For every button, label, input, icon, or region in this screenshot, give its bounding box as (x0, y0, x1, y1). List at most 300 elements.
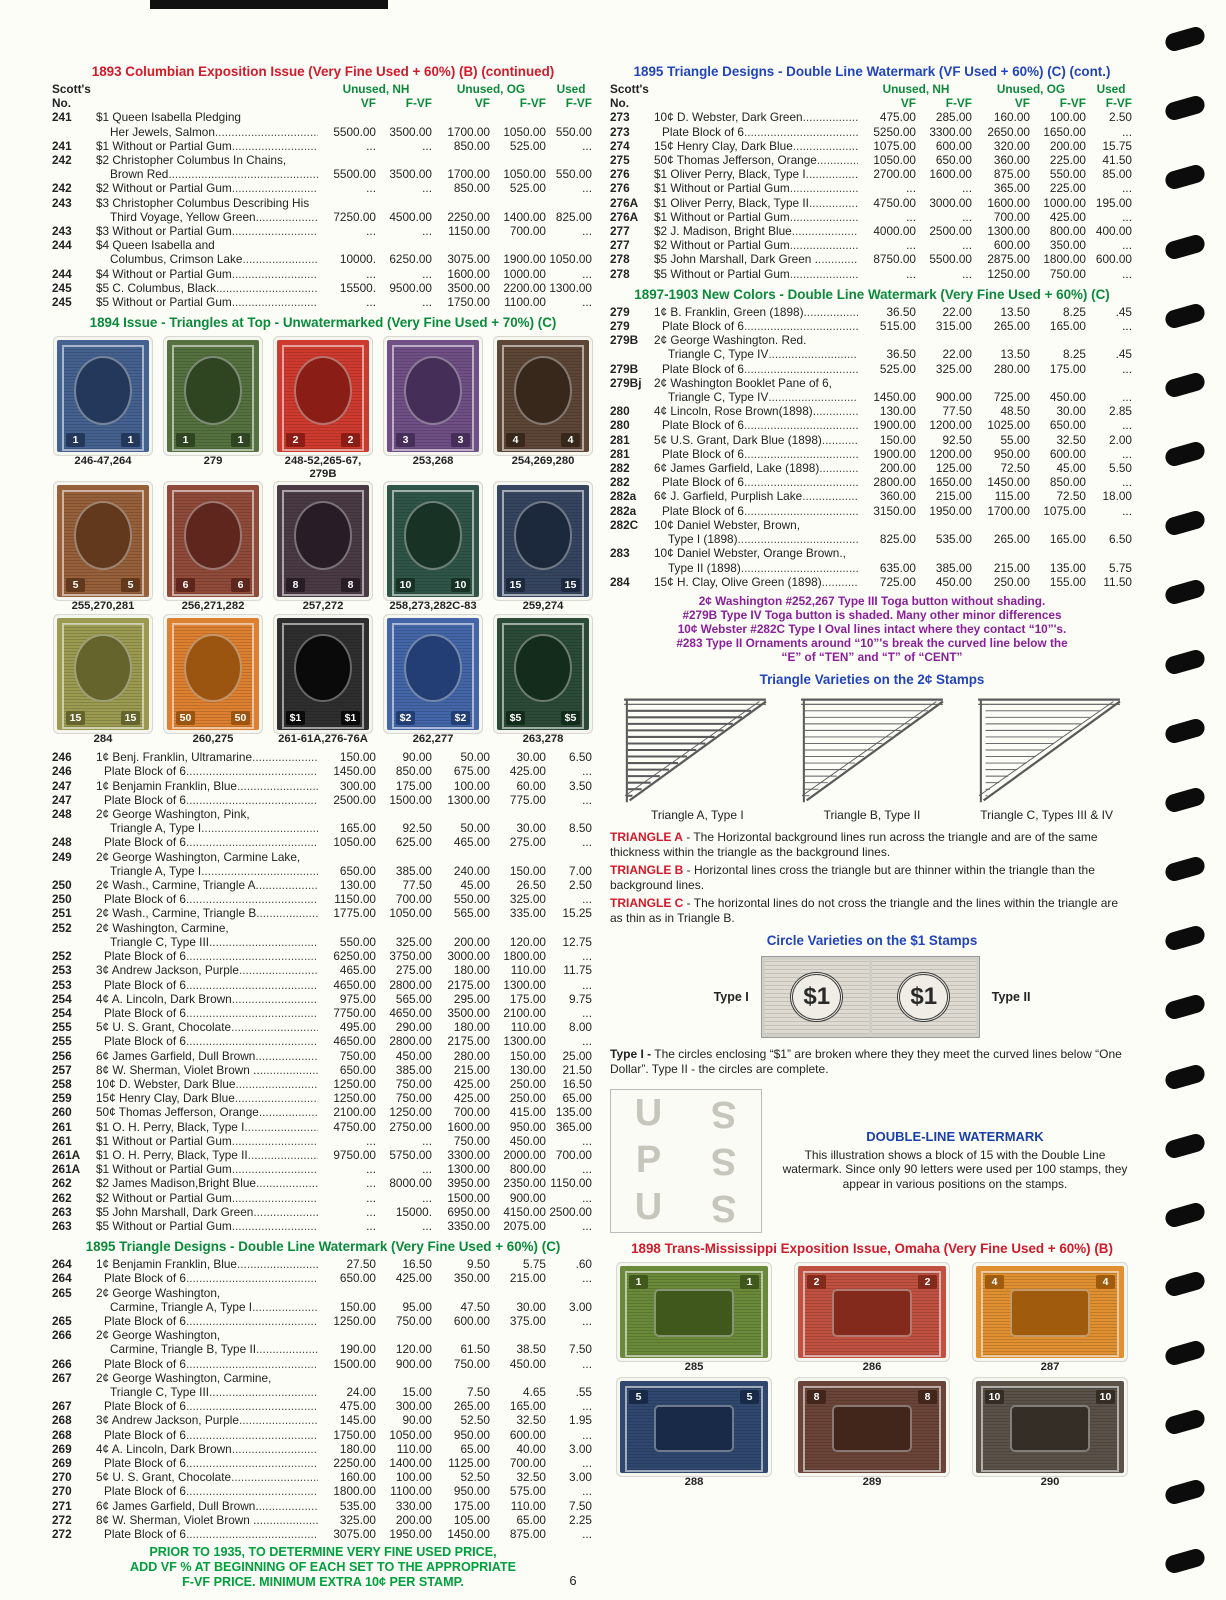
price-value: 1250.00 (333, 1091, 376, 1106)
dot-leader (232, 139, 318, 153)
price-value: 800.00 (1049, 224, 1086, 239)
price-row (52, 835, 594, 849)
price-value: ... (366, 1190, 376, 1205)
scott-number: 268 (52, 1427, 72, 1442)
price-value: 150.00 (509, 1048, 546, 1063)
denomination: 2 (341, 433, 360, 447)
price-value: 1100.00 (504, 295, 546, 310)
dot-leader (803, 110, 858, 124)
price-value: 2500.00 (549, 1204, 592, 1219)
table-header-sub (52, 96, 594, 110)
price-value: 1450.00 (987, 475, 1030, 490)
stamp-description: $5 Without or Partial Gum ..... (654, 267, 858, 281)
price-value: 7750.00 (333, 1005, 376, 1020)
price-value: 26.50 (516, 878, 546, 893)
spiral-ring (1163, 25, 1206, 53)
denomination: 5 (740, 1390, 759, 1404)
price-value: 5.75 (523, 1257, 546, 1272)
price-value: 36.50 (886, 304, 916, 319)
price-row (52, 1271, 594, 1285)
price-value: 425.00 (509, 764, 546, 779)
price-value: 700.00 (555, 1147, 592, 1162)
price-value: 650.00 (339, 1062, 376, 1077)
price-value: 16.50 (402, 1257, 432, 1272)
denomination: $1 (286, 711, 305, 725)
stamp-description: 2¢ George Washington, Pink, (96, 807, 250, 822)
stamp-description: Triangle C, Type III ..... (96, 1385, 318, 1399)
dot-leader (744, 362, 858, 376)
price-value: ... (1122, 390, 1132, 405)
price-value: 3750.00 (389, 949, 432, 964)
stamp-description: $2 James Madison,Bright Blue ..... (96, 1176, 318, 1190)
price-value: 535.00 (935, 532, 972, 547)
scott-number: 276 (610, 181, 630, 196)
price-row (52, 864, 594, 878)
dot-leader (260, 1513, 318, 1527)
spiral-ring (1163, 786, 1206, 814)
price-value: ... (582, 1034, 592, 1049)
scott-number: 242 (52, 153, 72, 168)
stamp-caption: 254,269,280 (511, 455, 575, 468)
dot-leader (235, 1077, 318, 1091)
fvf-label: F-VF (519, 96, 546, 111)
price-value: ... (582, 138, 592, 153)
stamp-image (167, 340, 259, 452)
price-value: 1250.00 (333, 1313, 376, 1328)
stamp-description: 5¢ U.S. Grant, Dark Blue (1898) ..... (654, 433, 858, 447)
dot-leader (792, 224, 858, 238)
dot-leader (239, 963, 318, 977)
price-value: ... (582, 764, 592, 779)
right-column (610, 58, 1134, 1590)
price-row (610, 139, 1134, 153)
price-value: 1750.00 (447, 295, 490, 310)
stamp-description: Plate Block of 6 ..... (654, 504, 858, 518)
dot-leader (186, 835, 318, 849)
dot-leader (259, 1105, 318, 1119)
stamp-frame (172, 623, 254, 729)
price-value: ... (1122, 209, 1132, 224)
price-value: 165.00 (1049, 319, 1086, 334)
price-value: 1700.00 (447, 124, 490, 139)
stamp-frame (62, 623, 144, 729)
stamp-description: Plate Block of 6 ..... (654, 475, 858, 489)
price-value: 1600.00 (929, 167, 972, 182)
price-value: ... (582, 1399, 592, 1414)
stamp-description: $3 Christopher Columbus Describing His (96, 195, 310, 210)
price-value: ... (366, 1133, 376, 1148)
scott-number: 284 (610, 574, 630, 589)
price-value: 600.00 (453, 1313, 490, 1328)
price-value: 1900.00 (873, 418, 916, 433)
price-value: ... (962, 266, 972, 281)
price-value: 8.50 (569, 821, 592, 836)
price-value: 2800.00 (389, 977, 432, 992)
price-row (610, 504, 1134, 518)
stamp-description: 5¢ U. S. Grant, Chocolate ..... (96, 1470, 318, 1484)
spiral-ring (1163, 1339, 1206, 1367)
price-value: 825.00 (879, 532, 916, 547)
price-value: 280.00 (993, 361, 1030, 376)
denomination: 4 (506, 433, 525, 447)
spiral-ring (1163, 1062, 1206, 1090)
dot-leader (232, 181, 318, 195)
price-row (610, 475, 1134, 489)
price-value: ... (422, 181, 432, 196)
stamp-description: Plate Block of 6 ..... (96, 1034, 318, 1048)
stamp-description: $1 Queen Isabella Pledging (96, 110, 241, 125)
price-value: 325.00 (395, 934, 432, 949)
stamp-grid-1894 (52, 340, 594, 745)
fvf-label: F-VF (945, 96, 972, 111)
scott-number: 250 (52, 878, 72, 893)
price-value: 2.50 (1109, 110, 1132, 125)
stamp-caption: 290 (1040, 1476, 1060, 1489)
scott-number: 249 (52, 849, 72, 864)
price-value: 495.00 (339, 1020, 376, 1035)
dot-leader (242, 252, 318, 266)
price-value: 2100.00 (333, 1105, 376, 1120)
scott-number: 279B (610, 361, 639, 376)
scott-number: 270 (52, 1470, 72, 1485)
stamp-item (492, 618, 594, 746)
price-value: 200.00 (879, 461, 916, 476)
price-row (610, 305, 1134, 319)
price-value: 2175.00 (447, 977, 490, 992)
denomination: 15 (506, 578, 525, 592)
stamp-description: $1 O. H. Perry, Black, Type I ..... (96, 1120, 318, 1134)
price-value: 150.00 (339, 750, 376, 765)
price-value: 2100.00 (503, 1005, 546, 1020)
price-row (52, 1300, 594, 1314)
price-value: 365.00 (993, 181, 1030, 196)
stamp-description: $1 Oliver Perry, Black, Type I ..... (654, 167, 858, 181)
price-value: 9750.00 (333, 1147, 376, 1162)
price-value: 3350.00 (447, 1218, 490, 1233)
price-value: 800.00 (509, 1162, 546, 1177)
scott-number: 262 (52, 1176, 72, 1191)
stamp-description: 15¢ H. Clay, Olive Green (1898) ..... (654, 575, 858, 589)
price-value: ... (366, 1176, 376, 1191)
stamp-frame (282, 623, 364, 729)
price-row (52, 906, 594, 920)
price-row (52, 1176, 594, 1190)
price-row (52, 125, 594, 139)
price-value: 1200.00 (929, 418, 972, 433)
price-value: 8.00 (569, 1020, 592, 1035)
price-value: 72.50 (1000, 461, 1030, 476)
stamp-description: 2¢ George Washington, Carmine, (96, 1370, 272, 1385)
price-value: 550.00 (555, 167, 592, 182)
dot-leader (744, 319, 858, 333)
stamp-description: 6¢ James Garfield, Dull Brown. ..... (96, 1499, 318, 1513)
stamp-item (788, 1381, 956, 1489)
stamp-description: Type I (1898) ..... (654, 532, 858, 546)
denomination: 15 (121, 711, 140, 725)
price-value: 1050.00 (549, 252, 592, 267)
price-row (52, 779, 594, 793)
price-value: 8.25 (1063, 347, 1086, 362)
scott-number: 268 (52, 1413, 72, 1428)
stamp-item (162, 340, 264, 480)
dollar-stamp-detail-image (761, 956, 980, 1038)
dot-leader (816, 404, 858, 418)
price-value: 145.00 (339, 1413, 376, 1428)
price-row (52, 196, 594, 210)
stamp-item (788, 1266, 956, 1374)
price-value: .55 (575, 1384, 592, 1399)
price-row (610, 125, 1134, 139)
stamp-caption: 287 (1040, 1360, 1060, 1373)
price-row (52, 1257, 594, 1271)
price-value: 515.00 (879, 319, 916, 334)
type1-panel: $1 (765, 960, 869, 1034)
price-value: 240.00 (453, 863, 490, 878)
stamp-item (272, 618, 374, 746)
scott-number: 270 (52, 1484, 72, 1499)
price-value: 450.00 (395, 1048, 432, 1063)
price-value: 3.00 (569, 1470, 592, 1485)
price-value: 105.00 (453, 1512, 490, 1527)
scott-number: 282 (610, 475, 630, 490)
watermark-letter: U (634, 1091, 663, 1134)
price-value: ... (422, 295, 432, 310)
price-value: 1025.00 (987, 418, 1030, 433)
price-value: 180.00 (453, 963, 490, 978)
price-value: 200.00 (1049, 138, 1086, 153)
stamp-description: $2 Without or Partial Gum ..... (96, 181, 318, 195)
price-value: 750.00 (1049, 266, 1086, 281)
price-value: 1950.00 (389, 1527, 432, 1542)
stamp-vignette (404, 634, 462, 702)
price-value: 72.50 (1056, 489, 1086, 504)
price-value: 77.50 (402, 878, 432, 893)
stamp-description: $2 Without or Partial Gum ..... (654, 238, 858, 252)
price-value: 1650.00 (1043, 124, 1086, 139)
price-row (610, 167, 1134, 181)
denomination: 3 (396, 433, 415, 447)
dot-leader (186, 949, 318, 963)
circle-varieties-figure (610, 956, 1134, 1038)
price-value: 700.00 (509, 224, 546, 239)
price-value: 2500.00 (929, 224, 972, 239)
price-value: 1775.00 (333, 906, 376, 921)
stamp-image (277, 340, 369, 452)
price-row (52, 1484, 594, 1498)
price-value: ... (906, 209, 916, 224)
price-value: 2175.00 (447, 1034, 490, 1049)
price-value: ... (1122, 475, 1132, 490)
scott-number: 264 (52, 1271, 72, 1286)
price-row (610, 418, 1134, 432)
price-value: 120.00 (395, 1342, 432, 1357)
price-value: ... (366, 295, 376, 310)
stamp-caption: 255,270,281 (71, 600, 135, 613)
price-value: 15.00 (402, 1384, 432, 1399)
stamp-frame (282, 490, 364, 596)
scott-number: 256 (52, 1048, 72, 1063)
price-value: 30.00 (1056, 404, 1086, 419)
scott-number: 254 (52, 991, 72, 1006)
scott-number: 277 (610, 238, 630, 253)
price-value: 475.00 (339, 1399, 376, 1414)
dot-leader (802, 489, 858, 503)
spiral-ring (1163, 1408, 1206, 1436)
price-value: 8000.00 (389, 1176, 432, 1191)
scott-number: 267 (52, 1370, 72, 1385)
dot-leader (186, 1034, 318, 1048)
spiral-ring (1163, 1270, 1206, 1298)
price-value: ... (422, 266, 432, 281)
dot-leader (186, 978, 318, 992)
price-value: 1100.00 (390, 1484, 432, 1499)
stamp-caption: 260,275 (192, 732, 234, 745)
price-value: 110.00 (510, 1020, 546, 1035)
price-row (610, 362, 1134, 376)
price-value: 52.50 (460, 1413, 490, 1428)
price-row (52, 1527, 594, 1541)
triangle-figures (610, 694, 1134, 806)
stamp-description: Plate Block of 6 ..... (96, 978, 318, 992)
price-value: 175.00 (395, 778, 432, 793)
stamp-description: Plate Block of 6 ..... (96, 1484, 318, 1498)
stamp-item (162, 485, 264, 613)
price-value: 1600.00 (987, 195, 1030, 210)
denomination: 2 (918, 1275, 937, 1289)
stamp-frame (282, 345, 364, 451)
stamp-description: 2¢ George Washington, Carmine Lake, (96, 849, 301, 864)
price-row (52, 764, 594, 778)
price-value: 725.00 (879, 574, 916, 589)
price-value: 6250.00 (389, 252, 432, 267)
price-value: ... (962, 181, 972, 196)
price-value: 465.00 (453, 835, 490, 850)
price-value: 41.50 (1102, 153, 1132, 168)
price-value: 850.00 (453, 138, 490, 153)
price-value: 1000.00 (1043, 195, 1086, 210)
price-value: 3075.00 (447, 252, 490, 267)
scott-number: 265 (52, 1313, 72, 1328)
dot-leader (248, 1148, 318, 1162)
scott-number: 244 (52, 266, 72, 281)
triangle-a-note: TRIANGLE A - The Horizontal background lines run across the triangle and are of the same thickness within the triangle as the background lines. (610, 829, 1098, 859)
price-value: 12.75 (562, 934, 592, 949)
price-value: 4650.00 (333, 1034, 376, 1049)
price-value: 1750.00 (333, 1427, 376, 1442)
price-value: 120.00 (509, 934, 546, 949)
dot-leader (790, 210, 858, 224)
price-value: 365.00 (555, 1119, 592, 1134)
price-value: 1.95 (569, 1413, 592, 1428)
text-line: F-VF PRICE. MINIMUM EXTRA 10¢ PER STAMP. (182, 1575, 464, 1590)
price-value: 7.50 (467, 1384, 490, 1399)
price-row (52, 963, 594, 977)
price-value: ... (582, 835, 592, 850)
price-row (52, 210, 594, 224)
scott-number: 246 (52, 764, 72, 779)
stamp-description: 3¢ Andrew Jackson, Purple ..... (96, 963, 318, 977)
stamp-description: $3 Without or Partial Gum ..... (96, 224, 318, 238)
dot-leader (231, 1470, 318, 1484)
stamp-caption: 262,277 (412, 732, 454, 745)
dot-leader (186, 1527, 318, 1541)
price-value: 950.00 (509, 1119, 546, 1134)
scott-number: 248 (52, 835, 72, 850)
dot-leader (744, 125, 858, 139)
dot-leader (215, 125, 318, 139)
price-value: ... (582, 1484, 592, 1499)
price-value: 7250.00 (333, 209, 376, 224)
watermark-description: This illustration shows a block of 15 with the Double Line watermark. Since only 90 letters were used per 100 stamps, they appear in various positions on the stamps. (782, 1147, 1128, 1191)
scott-number: 279 (610, 304, 630, 319)
price-value: 750.00 (453, 1356, 490, 1371)
spiral-ring (1163, 163, 1206, 191)
dot-leader (201, 864, 318, 878)
dot-leader (237, 1257, 318, 1271)
stamp-vignette (1010, 1289, 1090, 1337)
price-value: ... (422, 1190, 432, 1205)
price-value: 15500. (339, 280, 376, 295)
dot-leader (253, 1205, 318, 1219)
price-row (52, 295, 594, 309)
price-value: 1800.00 (333, 1484, 376, 1499)
stamp-item (492, 340, 594, 480)
stamp-caption: 279 (203, 455, 223, 468)
price-value: 385.00 (935, 560, 972, 575)
price-table-1895 (52, 1257, 594, 1541)
stamp-vignette (514, 501, 572, 569)
price-row (52, 921, 594, 935)
stamp-vignette (184, 356, 242, 424)
price-value: 95.00 (402, 1299, 432, 1314)
page-number: 6 (569, 1573, 577, 1588)
price-row (52, 1371, 594, 1385)
price-value: .45 (1115, 347, 1132, 362)
scotts-label: Scott's (52, 82, 91, 96)
price-value: 3500.00 (447, 280, 490, 295)
price-value: 60.00 (516, 778, 546, 793)
stamp-description: Plate Block of 6 ..... (96, 1314, 318, 1328)
stamp-frame (502, 490, 584, 596)
price-value: 3500.00 (389, 124, 432, 139)
price-value: 1400.00 (389, 1456, 432, 1470)
price-value: ... (1122, 124, 1132, 139)
scott-number: 279B (610, 333, 639, 348)
dot-leader (256, 906, 318, 920)
price-value: 425.00 (453, 1091, 490, 1106)
watermark-letter: S (710, 1140, 737, 1183)
price-value: 750.00 (395, 1091, 432, 1106)
watermark-letter: P (635, 1139, 662, 1182)
stamp-description: 10¢ Daniel Webster, Orange Brown., (654, 546, 846, 561)
price-value: 13.50 (1000, 347, 1030, 362)
price-value: 2075.00 (503, 1218, 546, 1233)
price-value: 450.00 (935, 574, 972, 589)
price-value: 4750.00 (873, 195, 916, 210)
price-value: ... (1122, 266, 1132, 281)
watermark-letter: S (710, 1187, 737, 1230)
price-value: 950.00 (993, 446, 1030, 461)
price-value: ... (906, 266, 916, 281)
dot-leader (186, 793, 318, 807)
price-value: 155.00 (1049, 574, 1086, 589)
denomination: 4 (561, 433, 580, 447)
fvf-label: F-VF (1059, 96, 1086, 111)
price-value: 1250.00 (987, 266, 1030, 281)
price-row (52, 1399, 594, 1413)
dot-leader (209, 1385, 318, 1399)
price-value: 1300.00 (503, 977, 546, 992)
